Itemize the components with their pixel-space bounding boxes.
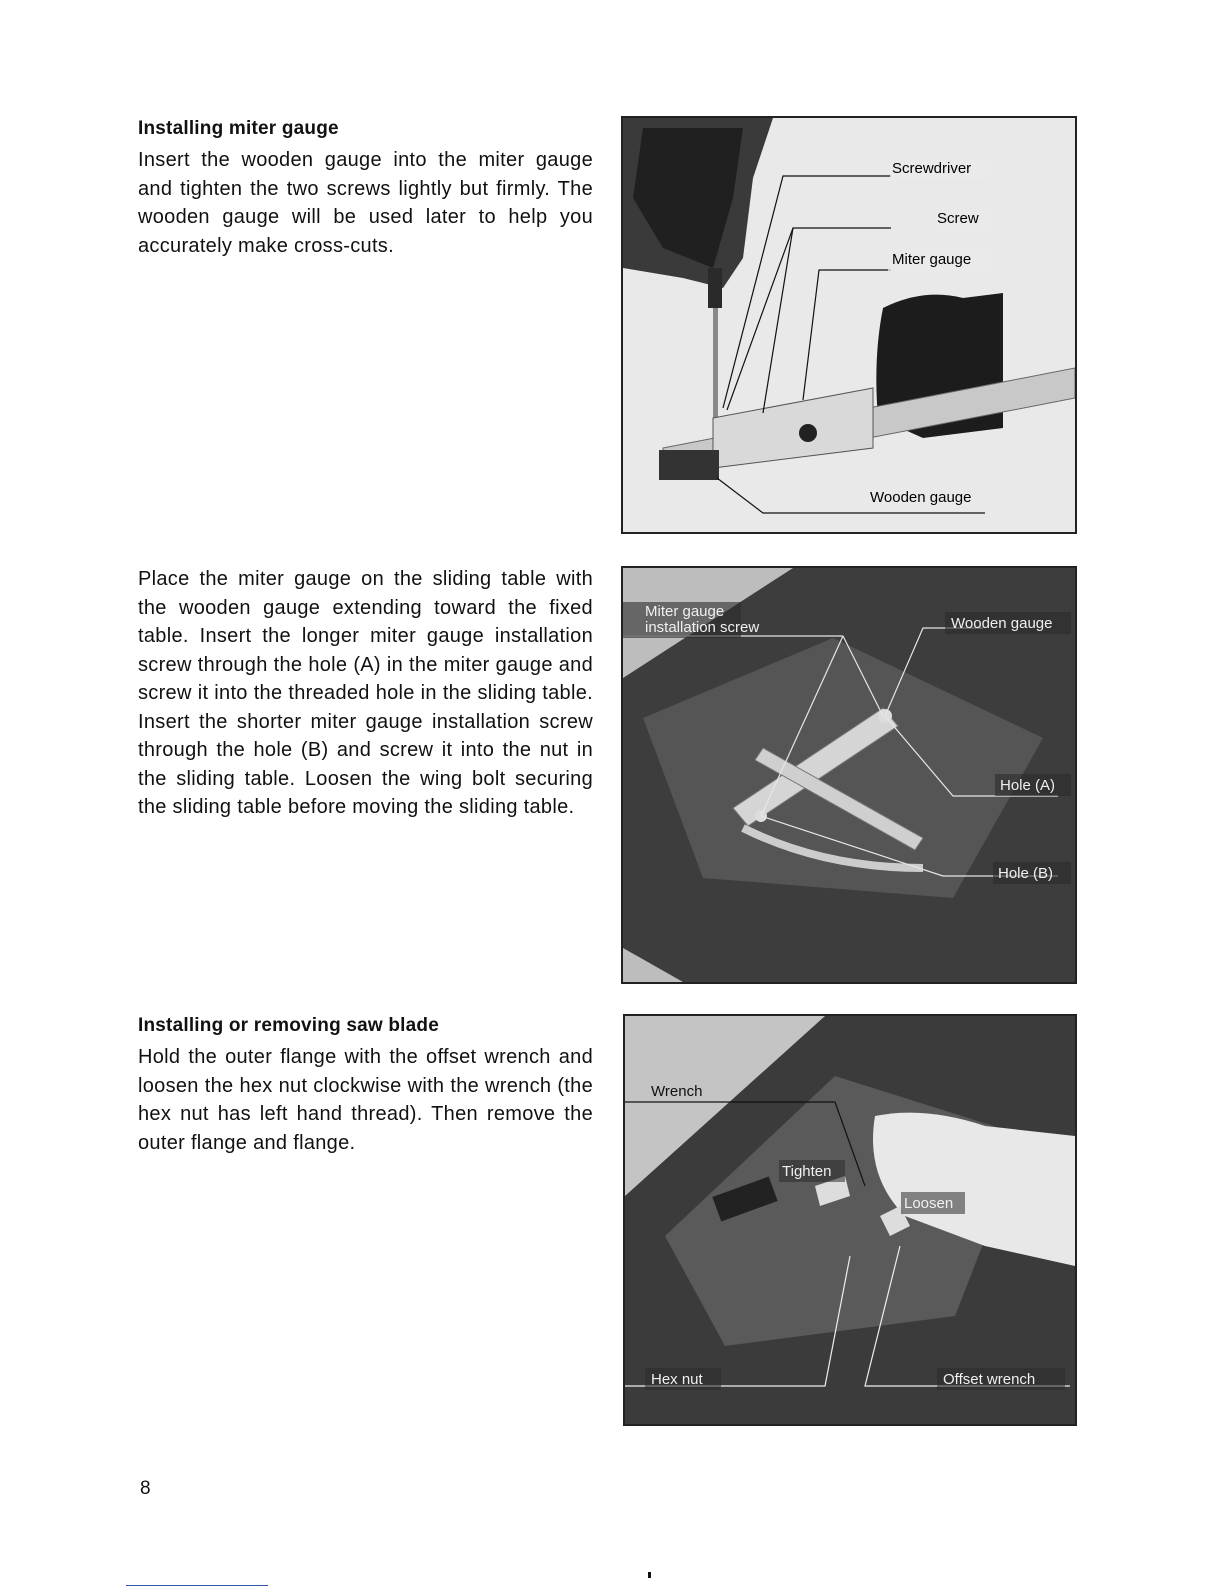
section-installing-saw-blade bbox=[138, 1015, 593, 1157]
section-heading: Installing or removing saw blade bbox=[138, 1015, 439, 1036]
label-tighten: Tighten bbox=[782, 1163, 832, 1180]
label-loosen: Loosen bbox=[904, 1195, 954, 1212]
label-screw: Screw bbox=[937, 210, 979, 227]
label-hole-a: Hole (A) bbox=[1000, 777, 1056, 794]
label-wooden-gauge: Wooden gauge bbox=[951, 615, 1053, 632]
label-miter-gauge: Miter gauge bbox=[892, 251, 972, 268]
section-heading: Installing miter gauge bbox=[138, 118, 339, 139]
label-miter-gauge-line2: installation screw bbox=[645, 619, 760, 636]
figure-illustration bbox=[623, 568, 1075, 982]
label-screwdriver: Screwdriver bbox=[892, 160, 972, 177]
section-installing-miter-gauge bbox=[138, 118, 593, 260]
label-wrench: Wrench bbox=[651, 1083, 703, 1100]
label-offset-wrench: Offset wrench bbox=[943, 1371, 1036, 1388]
label-miter-gauge-line1: Miter gauge bbox=[645, 603, 725, 620]
page-mark bbox=[648, 1572, 651, 1578]
label-wooden-gauge: Wooden gauge bbox=[870, 489, 972, 506]
figure-miter-gauge-on-table bbox=[621, 566, 1077, 984]
section-body: Insert the wooden gauge into the miter gauge and tighten the two screws lightly but firmly. The wooden gauge will be used later to help you accurately make cross-cuts. bbox=[138, 149, 593, 257]
label-hex-nut: Hex nut bbox=[651, 1371, 703, 1388]
figure-illustration bbox=[625, 1016, 1075, 1424]
section-body: Place the miter gauge on the sliding table with the wooden gauge extending toward the fixed table. Insert the longer miter gauge installation screw through the hole (A) in the miter gauge and screw it into the threaded hole in the sliding table. Insert the shorter miter gauge installation screw through the hole (B) and screw it into the nut in the sliding table. Loosen the wing bolt securing the sliding table before moving the sliding table. bbox=[138, 568, 593, 818]
figure-miter-gauge-install bbox=[621, 116, 1077, 534]
label-hole-b: Hole (B) bbox=[998, 865, 1054, 882]
figure-saw-blade-removal bbox=[623, 1014, 1077, 1426]
page-number: 8 bbox=[140, 1478, 151, 1499]
section-body: Hold the outer flange with the offset wrench and loosen the hex nut clockwise with the wrench (the hex nut has left hand thread). Then remove the outer flange and flange. bbox=[138, 1046, 593, 1154]
section-place-miter-gauge bbox=[138, 565, 593, 822]
figure-illustration bbox=[623, 118, 1075, 532]
